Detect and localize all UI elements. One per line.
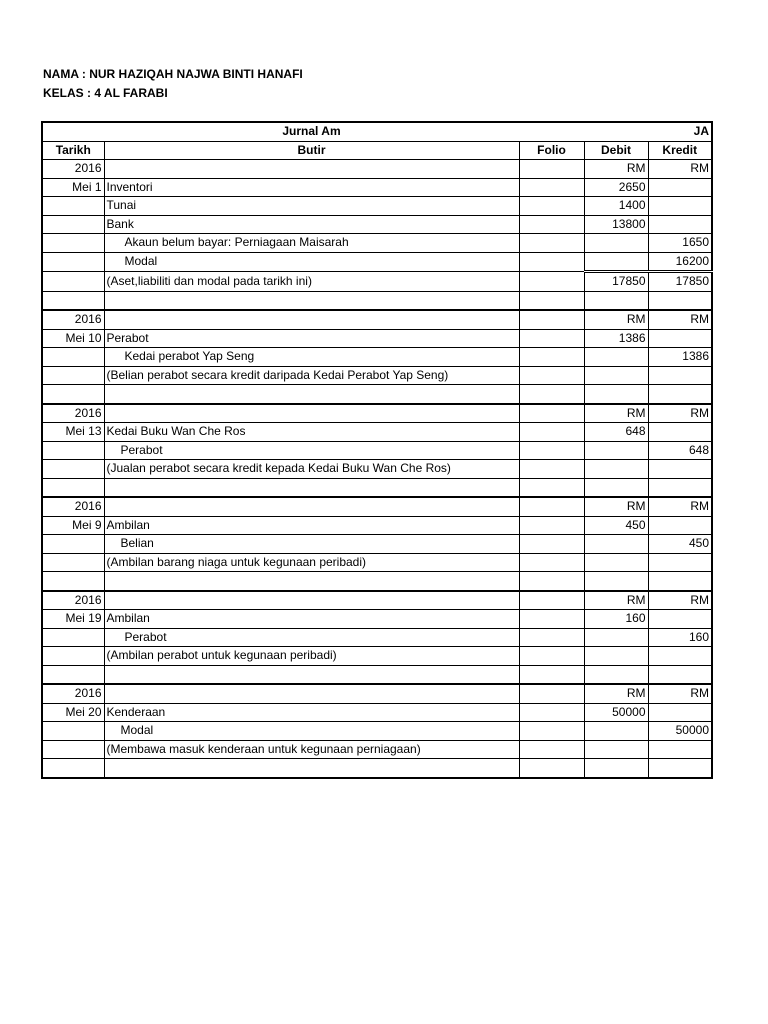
total-kredit — [648, 740, 712, 759]
narration-date-blank — [42, 647, 104, 666]
blank-row — [42, 478, 712, 497]
kredit-amount: 1386 — [648, 348, 712, 367]
blank-cell — [104, 478, 519, 497]
kredit-amount — [648, 610, 712, 629]
blank-cell — [42, 665, 104, 684]
narration-row — [42, 272, 712, 292]
narration-text: (Ambilan barang niaga untuk kegunaan peribadi) — [104, 553, 519, 572]
kredit-unit: RM — [648, 404, 712, 423]
entry-butir-blank — [104, 591, 519, 610]
kredit-unit: RM — [648, 310, 712, 329]
folio-cell — [519, 535, 584, 554]
entry-date-blank — [42, 535, 104, 554]
blank-cell — [584, 572, 648, 591]
blank-cell — [519, 759, 584, 778]
narration-text: (Jualan perabot secara kredit kepada Kedai Buku Wan Che Ros) — [104, 460, 519, 479]
total-debit — [584, 647, 648, 666]
kredit-amount: 648 — [648, 441, 712, 460]
blank-cell — [519, 385, 584, 404]
blank-cell — [104, 385, 519, 404]
blank-cell — [584, 665, 648, 684]
kredit-amount: 450 — [648, 535, 712, 554]
kredit-amount — [648, 516, 712, 535]
entry-date-blank — [42, 441, 104, 460]
entry-folio-blank — [519, 160, 584, 179]
folio-cell — [519, 722, 584, 741]
total-debit — [584, 553, 648, 572]
total-debit — [584, 740, 648, 759]
blank-row — [42, 759, 712, 778]
debit-amount: 160 — [584, 610, 648, 629]
entry-date-blank — [42, 628, 104, 647]
debit-account: Kedai Buku Wan Che Ros — [104, 423, 519, 442]
journal-title-row — [42, 122, 712, 141]
debit-unit: RM — [584, 591, 648, 610]
blank-cell — [584, 291, 648, 310]
column-header-row — [42, 141, 712, 160]
debit-account: Perabot — [104, 329, 519, 348]
credit-account: Belian — [104, 535, 519, 554]
kredit-unit: RM — [648, 497, 712, 516]
journal-line-row — [42, 348, 712, 367]
kredit-amount: 160 — [648, 628, 712, 647]
entry-year: 2016 — [42, 404, 104, 423]
journal-line-row — [42, 441, 712, 460]
col-tarikh: Tarikh — [42, 141, 104, 160]
blank-row — [42, 572, 712, 591]
blank-cell — [584, 385, 648, 404]
entry-date: Mei 10 — [42, 329, 104, 348]
debit-amount — [584, 628, 648, 647]
journal-line-row — [42, 215, 712, 234]
blank-cell — [519, 291, 584, 310]
debit-account: Ambilan — [104, 610, 519, 629]
entry-date-blank — [42, 215, 104, 234]
entry-date-blank — [42, 348, 104, 367]
blank-cell — [104, 291, 519, 310]
credit-account: Kedai perabot Yap Seng — [104, 348, 519, 367]
narration-row — [42, 647, 712, 666]
blank-cell — [519, 478, 584, 497]
folio-cell — [519, 610, 584, 629]
credit-account: Akaun belum bayar: Perniagaan Maisarah — [104, 234, 519, 253]
narration-date-blank — [42, 272, 104, 292]
entry-year-row — [42, 497, 712, 516]
blank-cell — [42, 291, 104, 310]
narration-date-blank — [42, 740, 104, 759]
blank-cell — [42, 572, 104, 591]
entry-butir-blank — [104, 160, 519, 179]
entry-year: 2016 — [42, 497, 104, 516]
entry-folio-blank — [519, 684, 584, 703]
general-journal-table — [41, 121, 713, 779]
narration-text: (Aset,liabiliti dan modal pada tarikh ini) — [104, 272, 519, 292]
blank-cell — [584, 478, 648, 497]
narration-date-blank — [42, 553, 104, 572]
folio-cell — [519, 252, 584, 272]
blank-cell — [42, 385, 104, 404]
entry-date: Mei 1 — [42, 178, 104, 197]
credit-account: Perabot — [104, 628, 519, 647]
entry-year-row — [42, 684, 712, 703]
journal-line-row — [42, 329, 712, 348]
folio-cell — [519, 234, 584, 253]
folio-cell — [519, 329, 584, 348]
debit-account: Bank — [104, 215, 519, 234]
journal-line-row — [42, 197, 712, 216]
col-kredit: Kredit — [648, 141, 712, 160]
blank-cell — [648, 572, 712, 591]
blank-row — [42, 665, 712, 684]
narration-text: (Ambilan perabot untuk kegunaan peribadi) — [104, 647, 519, 666]
total-kredit: 17850 — [648, 272, 712, 292]
entry-date: Mei 20 — [42, 703, 104, 722]
folio-cell — [519, 647, 584, 666]
credit-account: Modal — [104, 252, 519, 272]
entry-year: 2016 — [42, 310, 104, 329]
kredit-unit: RM — [648, 160, 712, 179]
student-name: NAMA : NUR HAZIQAH NAJWA BINTI HANAFI — [43, 67, 303, 81]
debit-amount: 648 — [584, 423, 648, 442]
blank-cell — [104, 665, 519, 684]
narration-row — [42, 366, 712, 385]
narration-row — [42, 460, 712, 479]
blank-cell — [648, 665, 712, 684]
blank-cell — [519, 665, 584, 684]
blank-cell — [648, 759, 712, 778]
debit-account: Tunai — [104, 197, 519, 216]
folio-cell — [519, 516, 584, 535]
journal-title: Jurnal Am — [104, 122, 519, 141]
folio-cell — [519, 348, 584, 367]
entry-year: 2016 — [42, 684, 104, 703]
folio-cell — [519, 460, 584, 479]
folio-cell — [519, 740, 584, 759]
blank-cell — [104, 759, 519, 778]
credit-account: Modal — [104, 722, 519, 741]
total-debit — [584, 460, 648, 479]
folio-cell — [519, 703, 584, 722]
entry-date-blank — [42, 234, 104, 253]
col-folio: Folio — [519, 141, 584, 160]
debit-amount — [584, 252, 648, 272]
folio-cell — [519, 215, 584, 234]
journal-line-row — [42, 423, 712, 442]
debit-amount: 450 — [584, 516, 648, 535]
debit-amount: 2650 — [584, 178, 648, 197]
debit-unit: RM — [584, 160, 648, 179]
col-butir: Butir — [104, 141, 519, 160]
kredit-unit: RM — [648, 591, 712, 610]
kredit-amount — [648, 178, 712, 197]
debit-amount: 1400 — [584, 197, 648, 216]
total-kredit — [648, 647, 712, 666]
entry-folio-blank — [519, 310, 584, 329]
folio-cell — [519, 178, 584, 197]
journal-ref: JA — [648, 122, 712, 141]
entry-year: 2016 — [42, 591, 104, 610]
journal-line-row — [42, 722, 712, 741]
blank-cell — [104, 572, 519, 591]
student-class: KELAS : 4 AL FARABI — [43, 86, 168, 100]
debit-amount — [584, 348, 648, 367]
folio-cell — [519, 366, 584, 385]
entry-folio-blank — [519, 404, 584, 423]
debit-account: Inventori — [104, 178, 519, 197]
journal-line-row — [42, 516, 712, 535]
blank-cell — [648, 385, 712, 404]
journal-line-row — [42, 610, 712, 629]
col-debit: Debit — [584, 141, 648, 160]
entry-year-row — [42, 160, 712, 179]
narration-row — [42, 553, 712, 572]
journal-line-row — [42, 703, 712, 722]
entry-butir-blank — [104, 684, 519, 703]
kredit-amount — [648, 197, 712, 216]
debit-account: Ambilan — [104, 516, 519, 535]
journal-line-row — [42, 234, 712, 253]
total-debit: 17850 — [584, 272, 648, 292]
kredit-amount: 50000 — [648, 722, 712, 741]
entry-year: 2016 — [42, 160, 104, 179]
entry-year-row — [42, 310, 712, 329]
entry-butir-blank — [104, 310, 519, 329]
folio-cell — [519, 272, 584, 292]
debit-amount: 13800 — [584, 215, 648, 234]
debit-amount — [584, 722, 648, 741]
debit-amount — [584, 234, 648, 253]
blank-cell — [584, 759, 648, 778]
kredit-amount: 16200 — [648, 252, 712, 272]
narration-row — [42, 740, 712, 759]
debit-unit: RM — [584, 404, 648, 423]
kredit-amount — [648, 703, 712, 722]
entry-date-blank — [42, 197, 104, 216]
total-kredit — [648, 553, 712, 572]
debit-unit: RM — [584, 497, 648, 516]
total-kredit — [648, 460, 712, 479]
folio-cell — [519, 553, 584, 572]
debit-amount: 1386 — [584, 329, 648, 348]
kredit-amount: 1650 — [648, 234, 712, 253]
entry-date: Mei 19 — [42, 610, 104, 629]
debit-amount — [584, 441, 648, 460]
entry-date: Mei 13 — [42, 423, 104, 442]
entry-date-blank — [42, 722, 104, 741]
blank-cell — [42, 478, 104, 497]
narration-text: (Belian perabot secara kredit daripada Kedai Perabot Yap Seng) — [104, 366, 519, 385]
journal-line-row — [42, 252, 712, 272]
narration-date-blank — [42, 460, 104, 479]
blank-cell — [648, 478, 712, 497]
debit-amount — [584, 535, 648, 554]
journal-line-row — [42, 628, 712, 647]
debit-amount: 50000 — [584, 703, 648, 722]
journal-line-row — [42, 178, 712, 197]
blank-cell — [42, 759, 104, 778]
journal-line-row — [42, 535, 712, 554]
entry-butir-blank — [104, 497, 519, 516]
blank-cell — [519, 572, 584, 591]
folio-cell — [519, 441, 584, 460]
kredit-amount — [648, 329, 712, 348]
entry-folio-blank — [519, 591, 584, 610]
entry-year-row — [42, 591, 712, 610]
total-debit — [584, 366, 648, 385]
narration-text: (Membawa masuk kenderaan untuk kegunaan perniagaan) — [104, 740, 519, 759]
folio-cell — [519, 197, 584, 216]
entry-year-row — [42, 404, 712, 423]
credit-account: Perabot — [104, 441, 519, 460]
folio-cell — [519, 423, 584, 442]
blank-row — [42, 291, 712, 310]
total-kredit — [648, 366, 712, 385]
debit-unit: RM — [584, 310, 648, 329]
debit-account: Kenderaan — [104, 703, 519, 722]
blank-row — [42, 385, 712, 404]
kredit-amount — [648, 423, 712, 442]
entry-date-blank — [42, 252, 104, 272]
narration-date-blank — [42, 366, 104, 385]
blank-cell — [648, 291, 712, 310]
entry-butir-blank — [104, 404, 519, 423]
entry-date: Mei 9 — [42, 516, 104, 535]
entry-folio-blank — [519, 497, 584, 516]
folio-cell — [519, 628, 584, 647]
debit-unit: RM — [584, 684, 648, 703]
kredit-unit: RM — [648, 684, 712, 703]
kredit-amount — [648, 215, 712, 234]
